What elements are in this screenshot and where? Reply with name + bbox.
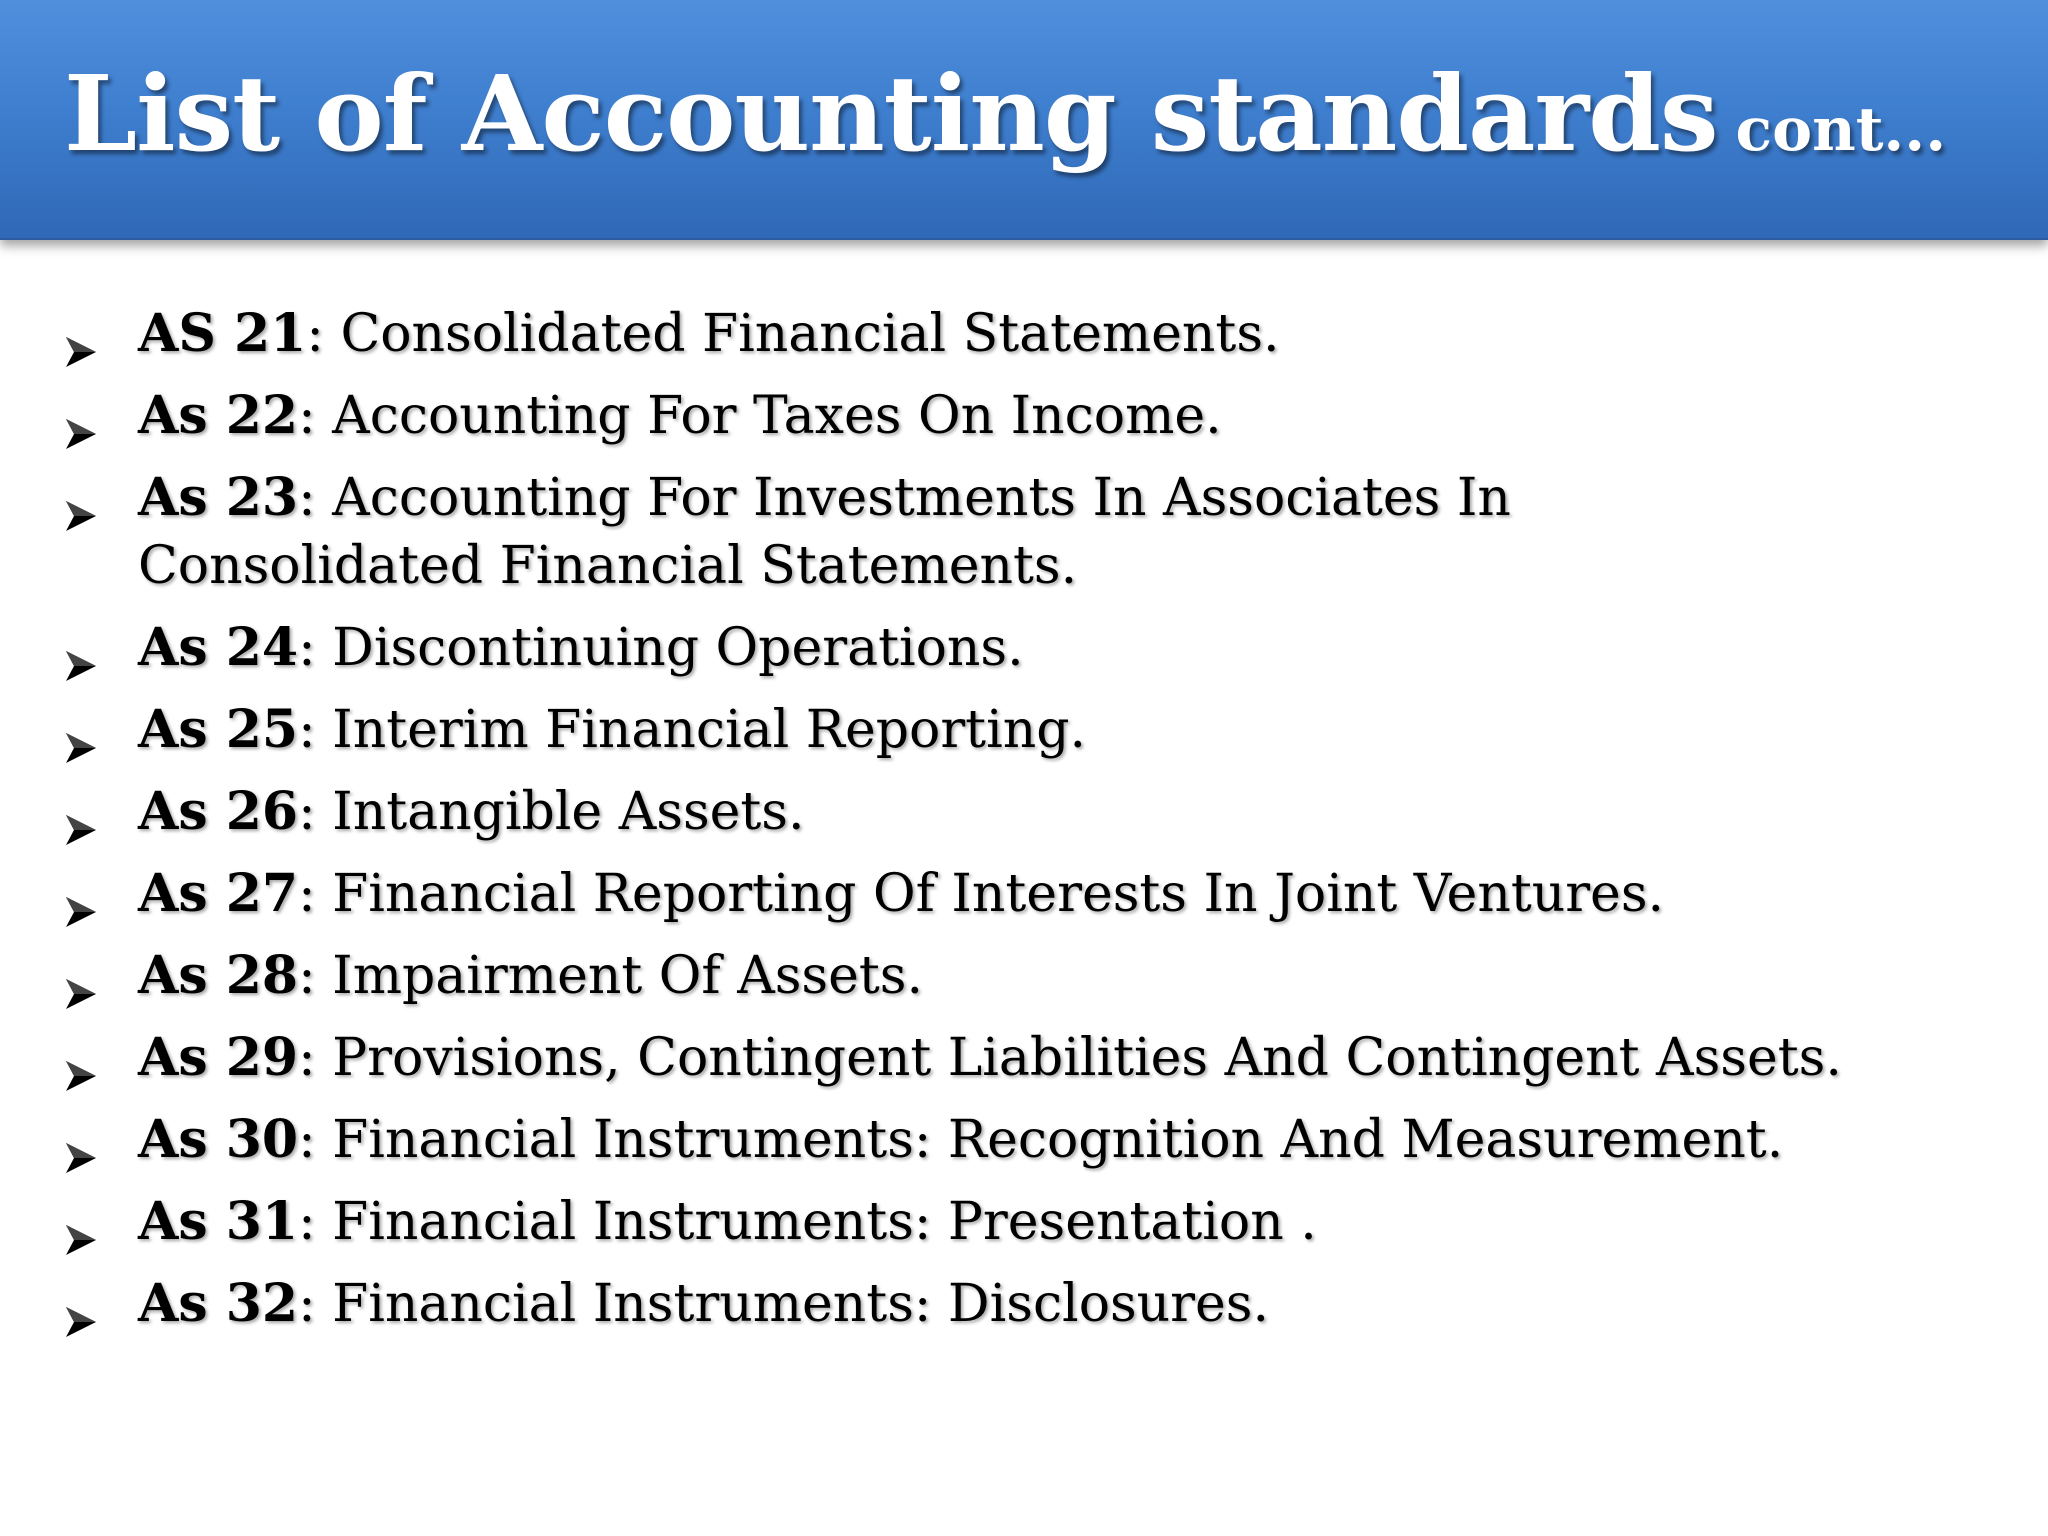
arrowhead-bullet-icon: [64, 1042, 98, 1076]
separator: :: [298, 1110, 333, 1170]
arrowhead-bullet-icon: [64, 714, 98, 748]
slide-title-main: List of Accounting standards: [64, 52, 1718, 175]
standard-code: As 26: [138, 781, 299, 842]
slide-title-suffix: cont...: [1735, 95, 1947, 165]
arrowhead-bullet-icon: [64, 878, 98, 912]
list-item: [64, 860, 1964, 928]
standard-code: As 23: [138, 467, 299, 528]
standard-code: As 30: [138, 1109, 299, 1170]
arrowhead-bullet-icon: [64, 960, 98, 994]
list-item: [64, 696, 1964, 764]
standard-code: As 25: [138, 699, 299, 760]
title-bar: [0, 0, 2048, 240]
separator: :: [298, 782, 333, 842]
arrowhead-bullet-icon: [64, 1288, 98, 1322]
standard-title: Financial Instruments: Presentation .: [332, 1192, 1317, 1252]
standard-code: As 24: [138, 617, 299, 678]
list-item: [64, 942, 1964, 1010]
separator: :: [306, 304, 341, 364]
separator: :: [298, 468, 333, 528]
arrowhead-bullet-icon: [64, 318, 98, 352]
arrowhead-bullet-icon: [64, 796, 98, 830]
list-item: [64, 464, 1964, 600]
standard-code: As 29: [138, 1027, 299, 1088]
standard-title: Discontinuing Operations.: [332, 618, 1024, 678]
arrowhead-bullet-icon: [64, 1206, 98, 1240]
list-item: [64, 1106, 1964, 1174]
standard-code: As 28: [138, 945, 299, 1006]
standard-title: Provisions, Contingent Liabilities And Contingent Assets.: [332, 1028, 1842, 1088]
separator: :: [298, 700, 333, 760]
list-item: [64, 382, 1964, 450]
list-item: [64, 778, 1964, 846]
separator: :: [298, 386, 333, 446]
separator: :: [298, 864, 333, 924]
standard-code: As 31: [138, 1191, 299, 1252]
standard-title: Interim Financial Reporting.: [332, 700, 1087, 760]
separator: :: [298, 946, 333, 1006]
standard-title: Accounting For Investments In Associates In Consolidated Financial Statements.: [138, 468, 1511, 596]
standard-title: Financial Reporting Of Interests In Joint Ventures.: [332, 864, 1665, 924]
list-item: [64, 300, 1964, 368]
standards-list: [64, 300, 1964, 1352]
standard-title: Accounting For Taxes On Income.: [332, 386, 1222, 446]
standard-title: Impairment Of Assets.: [332, 946, 923, 1006]
list-item: [64, 1024, 1964, 1092]
standard-title: Consolidated Financial Statements.: [340, 304, 1280, 364]
separator: :: [298, 1028, 333, 1088]
separator: :: [298, 618, 333, 678]
arrowhead-bullet-icon: [64, 632, 98, 666]
list-item: [64, 614, 1964, 682]
standard-code: AS 21: [138, 303, 307, 364]
arrowhead-bullet-icon: [64, 1124, 98, 1158]
arrowhead-bullet-icon: [64, 482, 98, 516]
separator: :: [298, 1274, 333, 1334]
standard-code: As 27: [138, 863, 299, 924]
slide-title: [64, 52, 1946, 175]
standard-code: As 22: [138, 385, 299, 446]
standard-code: As 32: [138, 1273, 299, 1334]
standard-title: Intangible Assets.: [332, 782, 805, 842]
list-item: [64, 1188, 1964, 1256]
arrowhead-bullet-icon: [64, 400, 98, 434]
standard-title: Financial Instruments: Recognition And Measurement.: [332, 1110, 1784, 1170]
standard-title: Financial Instruments: Disclosures.: [332, 1274, 1270, 1334]
separator: :: [298, 1192, 333, 1252]
list-item: [64, 1270, 1964, 1338]
